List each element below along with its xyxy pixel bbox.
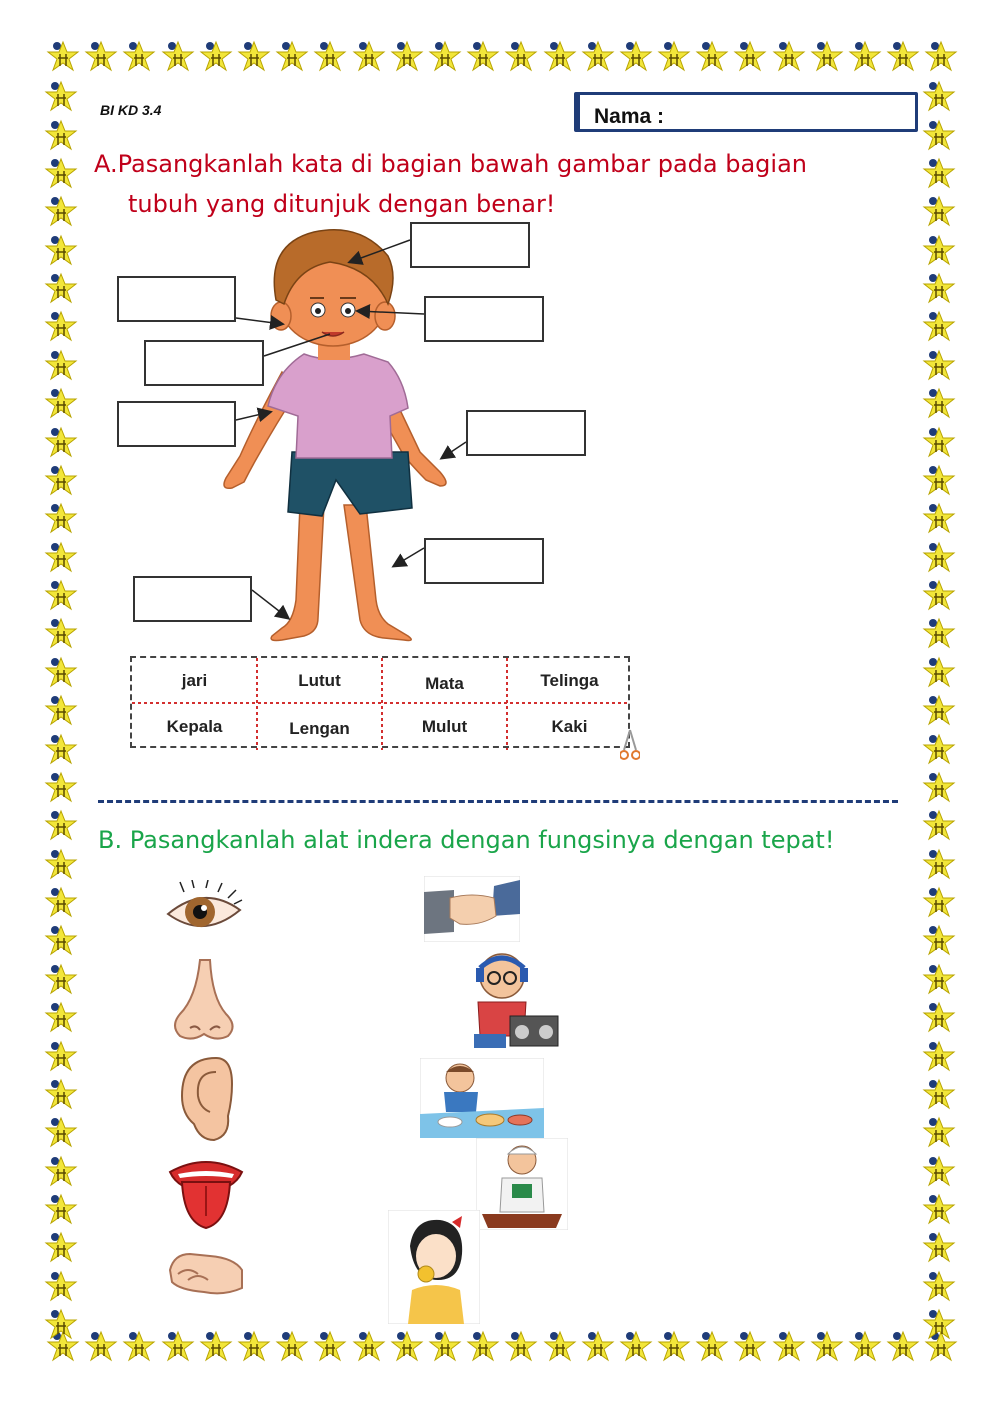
- word-cell[interactable]: jari: [181, 670, 208, 690]
- border-figure-icon: [543, 1330, 577, 1364]
- name-label: Nama :: [594, 105, 665, 128]
- border-figure-icon: [922, 1193, 956, 1227]
- section-a-line1: A.Pasangkanlah kata di bagian bawah gambar pada bagian: [94, 150, 807, 178]
- label-box-arm[interactable]: [117, 401, 236, 447]
- label-box-hair[interactable]: [410, 222, 530, 268]
- border-figure-icon: [237, 1330, 271, 1364]
- right-leg: [344, 505, 411, 641]
- border-figure-icon: [44, 886, 78, 920]
- border-figure-icon: [44, 1001, 78, 1035]
- border-figure-icon: [733, 1330, 767, 1364]
- border-figure-icon: [44, 1116, 78, 1150]
- border-figure-icon: [44, 848, 78, 882]
- scissors-icon: [620, 728, 640, 762]
- label-box-knee[interactable]: [424, 538, 544, 584]
- border-figure-icon: [772, 1330, 806, 1364]
- border-figure-icon: [161, 1330, 195, 1364]
- border-figure-icon: [44, 1040, 78, 1074]
- eye-icon[interactable]: [164, 880, 244, 944]
- border-figure-icon: [922, 771, 956, 805]
- label-box-ear[interactable]: [117, 276, 236, 322]
- shirt: [268, 354, 408, 458]
- border-figure-icon: [44, 1078, 78, 1112]
- border-figure-icon: [922, 886, 956, 920]
- border-figure-icon: [922, 848, 956, 882]
- border-figure-icon: [922, 1270, 956, 1304]
- border-figure-icon: [922, 1231, 956, 1265]
- border-figure-icon: [313, 1330, 347, 1364]
- reading-picture[interactable]: [476, 1138, 568, 1230]
- word-cell[interactable]: Mulut: [421, 716, 468, 736]
- border-figure-icon: [619, 1330, 653, 1364]
- handshake-picture[interactable]: [424, 876, 520, 942]
- word-cell[interactable]: Kaki: [551, 716, 588, 736]
- left-leg: [271, 505, 324, 641]
- word-cell[interactable]: Kepala: [166, 716, 223, 736]
- border-figure-icon: [466, 1330, 500, 1364]
- word-cell[interactable]: Lengan: [289, 718, 350, 738]
- ear-icon[interactable]: [176, 1054, 236, 1144]
- border-figure-icon: [44, 1155, 78, 1189]
- border-figure-icon: [810, 1330, 844, 1364]
- border-figure-icon: [695, 1330, 729, 1364]
- section-a-line2: tubuh yang ditunjuk dengan benar!: [128, 190, 556, 218]
- border-figure-icon: [44, 771, 78, 805]
- border-figure-icon: [922, 924, 956, 958]
- hand-icon[interactable]: [164, 1240, 244, 1300]
- border-figure-icon: [922, 1308, 956, 1342]
- word-cell[interactable]: Lutut: [298, 670, 341, 690]
- border-figure-icon: [44, 963, 78, 997]
- border-figure-icon: [44, 924, 78, 958]
- word-table: [130, 656, 630, 748]
- left-ear: [271, 302, 291, 330]
- border-figure-icon: [922, 809, 956, 843]
- nose-icon[interactable]: [170, 958, 240, 1042]
- tongue-icon[interactable]: [166, 1152, 246, 1232]
- label-box-eye[interactable]: [424, 296, 544, 342]
- word-cell[interactable]: Mata: [425, 673, 464, 693]
- right-ear: [375, 302, 395, 330]
- border-figure-icon: [44, 1308, 78, 1342]
- label-box-foot[interactable]: [133, 576, 252, 622]
- lesson-code: BI KD 3.4: [100, 102, 162, 118]
- border-figure-icon: [84, 1330, 118, 1364]
- border-figure-icon: [44, 809, 78, 843]
- border-figure-icon: [922, 1116, 956, 1150]
- eating-picture[interactable]: [420, 1058, 544, 1138]
- border-figure-icon: [199, 1330, 233, 1364]
- listening-music-picture[interactable]: [462, 948, 562, 1054]
- border-figure-icon: [922, 1001, 956, 1035]
- border-figure-icon: [275, 1330, 309, 1364]
- border-figure-icon: [848, 1330, 882, 1364]
- section-b-instruction: B. Pasangkanlah alat indera dengan fungsinya dengan tepat!: [98, 826, 835, 854]
- border-figure-icon: [44, 1270, 78, 1304]
- border-figure-icon: [886, 1330, 920, 1364]
- border-figure-icon: [44, 1193, 78, 1227]
- border-figure-icon: [504, 1330, 538, 1364]
- border-figure-icon: [581, 1330, 615, 1364]
- border-figure-icon: [390, 1330, 424, 1364]
- border-bottom: [44, 1330, 961, 1364]
- border-figure-icon: [44, 1231, 78, 1265]
- border-figure-icon: [922, 1040, 956, 1074]
- border-figure-icon: [657, 1330, 691, 1364]
- border-figure-icon: [428, 1330, 462, 1364]
- word-cell[interactable]: Telinga: [540, 670, 599, 690]
- border-figure-icon: [922, 1155, 956, 1189]
- label-box-finger[interactable]: [466, 410, 586, 456]
- section-divider: [98, 800, 898, 803]
- label-box-mouth[interactable]: [144, 340, 264, 386]
- border-figure-icon: [352, 1330, 386, 1364]
- smelling-flower-picture[interactable]: [388, 1210, 480, 1324]
- border-figure-icon: [122, 1330, 156, 1364]
- border-figure-icon: [922, 1078, 956, 1112]
- border-figure-icon: [922, 963, 956, 997]
